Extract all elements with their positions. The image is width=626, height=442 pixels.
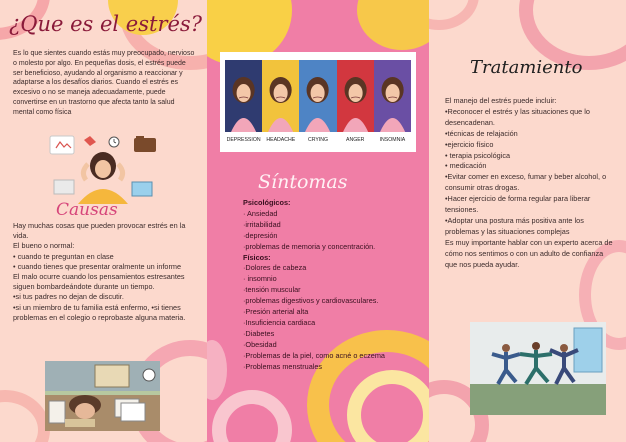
- treatment-line: •Adoptar una postura más positiva ante los problemas y las situaciones complejas: [445, 215, 584, 236]
- causas-heading: Causas: [56, 200, 118, 220]
- symptom-item: ·Dolores de cabeza: [243, 263, 307, 273]
- causas-line: • cuando te preguntan en clase: [13, 251, 114, 261]
- causas-line: El malo ocurre cuando los pensamientos estresantes siguen bombardeándote durante un tiempo.: [13, 272, 185, 292]
- treatment-line: •Hacer ejercicio de forma regular para liberar tensiones.: [445, 194, 591, 215]
- faces-labels: [225, 137, 411, 143]
- symptom-item: · insomnio: [243, 274, 277, 284]
- face-depression: [225, 60, 262, 132]
- face-label: INSOMNIA: [379, 137, 406, 143]
- causas-line: •si tus padres no dejan de discutir.: [13, 292, 124, 302]
- symptom-item: ·Obesidad: [243, 339, 277, 349]
- treatment-line: •técnicas de relajación: [445, 128, 518, 138]
- causas-line: • cuando tienes que presentar oralmente un informe: [13, 261, 182, 271]
- face-label: HEADACHE: [266, 137, 296, 143]
- messy-desk-illustration: [45, 361, 160, 431]
- symptom-item: ·Problemas menstruales: [243, 361, 323, 371]
- sintomas-list: [243, 198, 423, 373]
- treatment-line: Es muy importante hablar con un experto acerca de cómo nos sentimos o con un adulto de confianza que nos pueda ayudar.: [445, 237, 613, 269]
- tratamiento-list: [445, 96, 615, 271]
- treatment-line: •Evitar comer en exceso, fumar y beber alcohol, o consumir otras drogas.: [445, 172, 607, 193]
- decor-swirl: [429, 0, 479, 30]
- symptoms-faces-image: [220, 52, 416, 152]
- face-headache: [262, 60, 299, 132]
- decor-swirl: [0, 390, 50, 442]
- stressed-woman-illustration: [48, 134, 158, 204]
- symptom-item: ·tensión muscular: [243, 285, 301, 295]
- symptom-item: ·problemas digestivos y cardiovasculares.: [243, 296, 379, 306]
- causas-line: El bueno o normal:: [13, 241, 75, 251]
- symptom-item: ·irritabilidad: [243, 219, 281, 229]
- symptom-item: ·Problemas de la piel, como acné o eczema: [243, 350, 385, 360]
- symptom-item: ·Diabetes: [243, 328, 275, 338]
- face-crying: [299, 60, 336, 132]
- psych-heading: Psicológicos:: [243, 198, 291, 207]
- symptom-item: ·problemas de memoria y concentración.: [243, 241, 376, 251]
- symptom-item: · Ansiedad: [243, 208, 278, 218]
- sintomas-heading: Síntomas: [258, 171, 348, 193]
- decor-blob: [357, 0, 429, 50]
- face-label: DEPRESSION: [226, 137, 261, 143]
- symptom-item: ·depresión: [243, 230, 278, 240]
- causas-text: [13, 221, 201, 323]
- faces-strip: [225, 60, 411, 132]
- face-anger: [337, 60, 374, 132]
- phys-heading: Físicos:: [243, 252, 271, 262]
- decor-swirl: [212, 390, 292, 442]
- treatment-line: •ejercicio físico: [445, 139, 494, 149]
- decor-blob: [207, 340, 227, 400]
- treatment-line: • medicación: [445, 161, 487, 171]
- causas-line: Hay muchas cosas que pueden provocar estrés en la vida.: [13, 221, 186, 241]
- page-title: ¿Que es el estrés?: [9, 12, 202, 36]
- face-insomnia: [374, 60, 411, 132]
- intro-paragraph: Es lo que sientes cuando estás muy preocupado, nervioso o molesto por algo. En pequeñas dosis, el estrés puede ser beneficioso, ayudando al organismo a reaccionar y adaptarse a los desafíos diarios. Cuando el estrés es excesivo o no se maneja adecuadamente, puede convertirse en un trastorno que afecta tanto la salud mental como física: [13, 50, 195, 116]
- treatment-line: • terapia psicológica: [445, 150, 511, 160]
- treatment-line: •Reconocer el estrés y las situaciones que lo desencadenan.: [445, 106, 590, 127]
- symptom-item: ·Insuficiencia cardiaca: [243, 317, 316, 327]
- tratamiento-heading: Tratamiento: [470, 57, 583, 78]
- yoga-photo: [470, 322, 606, 415]
- face-label: CRYING: [307, 137, 329, 143]
- causas-line: •si un miembro de tu familia está enfermo, •si tienes problemas en el colegio o reprobaste alguna materia.: [13, 302, 186, 322]
- symptom-item: ·Presión arterial alta: [243, 307, 309, 317]
- treatment-line: El manejo del estrés puede incluir:: [445, 96, 557, 105]
- face-label: ANGER: [345, 137, 365, 143]
